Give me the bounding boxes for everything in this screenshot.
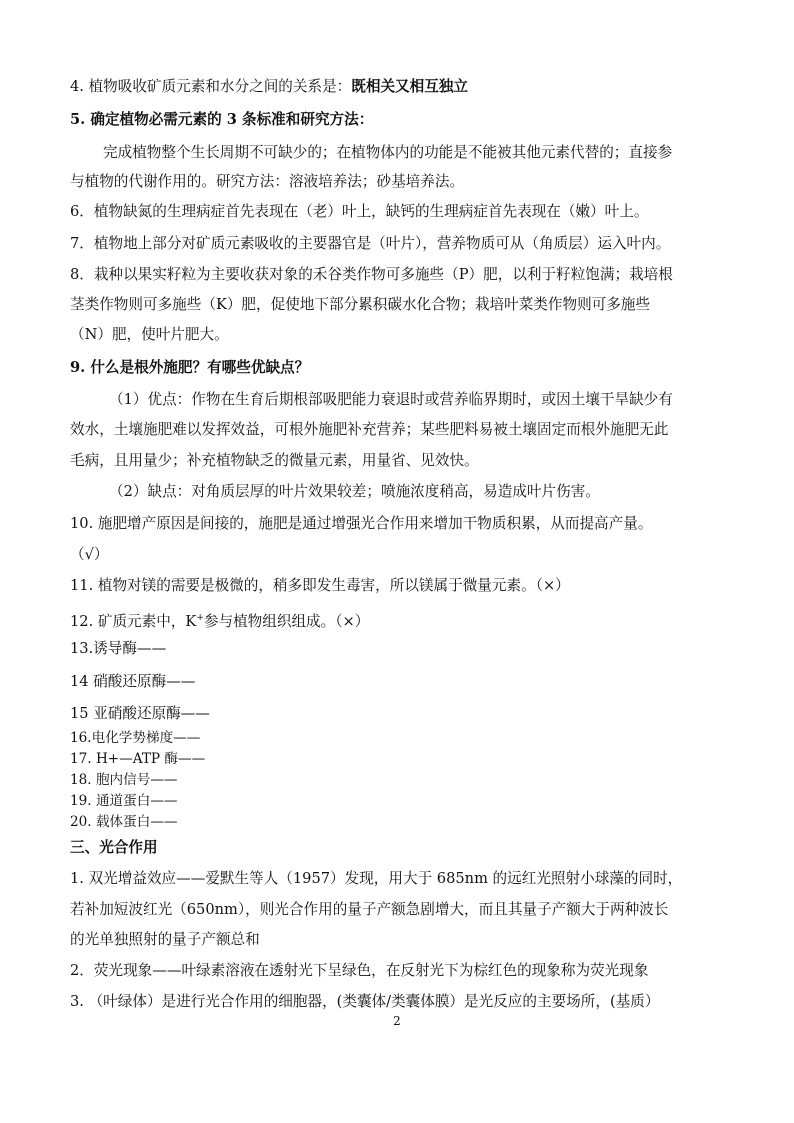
- item-20: 20. 载体蛋白——: [70, 814, 178, 830]
- item-9-pros-2: 效水，土壤施肥难以发挥效益，可根外施肥补充营养；某些肥料易被土壤固定而根外施肥无此: [70, 421, 669, 438]
- item-12-answer: 参与植物组织组成。（×）: [203, 612, 370, 630]
- photo-item-1-line-3: 的光单独照射的量子产额总和: [70, 931, 260, 948]
- item-15: 15 亚硝酸还原酶——: [70, 705, 210, 722]
- photo-item-3: 3. （叶绿体）是进行光合作用的细胞器，(类囊体/类囊体膜）是光反应的主要场所，(基质）: [70, 993, 660, 1010]
- photo-item-1-line-1: 1. 双光增益效应——爱默生等人（1957）发现，用大于 685nm 的远红光照射小球藻的同时，: [70, 870, 683, 887]
- item-16: 16.电化学势梯度——: [70, 730, 201, 746]
- item-5-body-2: 与植物的代谢作用的。研究方法：溶液培养法；砂基培养法。: [70, 173, 465, 190]
- item-12-superscript: +: [196, 613, 204, 623]
- photo-item-1-line-2: 若补加短波红光（650nm），则光合作用的量子产额急剧增大，而且其量子产额大于两种波长: [70, 901, 669, 918]
- item-10: 10. 施肥增产原因是间接的，施肥是通过增强光合作用来增加干物质积累，从而提高产量。: [70, 515, 653, 532]
- item-9-cons: （2）缺点：对角质层厚的叶片效果较差；喷施浓度稍高，易造成叶片伤害。: [109, 483, 600, 500]
- item-17: 17. H+—ATP 酶——: [70, 751, 206, 767]
- item-12: [70, 608, 369, 632]
- item-8-line-1: 8．栽种以果实籽粒为主要收获对象的禾谷类作物可多施些（P）肥，以利于籽粒饱满；栽培根: [70, 266, 673, 283]
- item-5-heading: 5. 确定植物必需元素的 3 条标准和研究方法：: [70, 111, 374, 128]
- item-7: 7．植物地上部分对矿质元素吸收的主要器官是（叶片），营养物质可从（角质层）运入叶内。: [70, 235, 671, 252]
- item-11: 11. 植物对镁的需要是极微的，稍多即发生毒害，所以镁属于微量元素。（×）: [70, 577, 570, 594]
- item-4: [70, 77, 468, 97]
- item-14: 14 硝酸还原酶——: [70, 673, 196, 690]
- item-8-line-3: （N）肥，使叶片肥大。: [70, 326, 229, 343]
- item-13: 13.诱导酶——: [70, 640, 167, 657]
- page-number: 2: [393, 1014, 401, 1028]
- item-8-line-2: 茎类作物则可多施些（K）肥，促使地下部分累积碳水化合物；栽培叶菜类作物则可多施些: [70, 296, 651, 313]
- item-12-text: 12. 矿质元素中，K: [70, 612, 197, 630]
- item-19: 19. 通道蛋白——: [70, 793, 178, 809]
- item-9-heading: 9. 什么是根外施肥？有哪些优缺点？: [70, 359, 310, 376]
- item-4-text: 4. 植物吸收矿质元素和水分之间的关系是：: [70, 78, 352, 95]
- item-4-answer: 既相关又相互独立: [351, 78, 469, 95]
- item-5-body-1: 完成植物整个生长周期不可缺少的；在植物体内的功能是不能被其他元素代替的；直接参: [103, 144, 673, 161]
- section-heading-photosynthesis: 三、光合作用: [70, 839, 158, 856]
- item-9-pros-1: （1）优点：作物在生育后期根部吸肥能力衰退时或营养临界期时，或因土壤干旱缺少有: [109, 391, 673, 408]
- item-6: 6．植物缺氮的生理病症首先表现在（老）叶上，缺钙的生理病症首先表现在（嫩）叶上。: [70, 203, 649, 220]
- item-9-pros-3: 毛病，且用量少；补充植物缺乏的微量元素，用量省、见效快。: [70, 452, 479, 469]
- photo-item-2: 2．荧光现象——叶绿素溶液在透射光下呈绿色，在反射光下为棕红色的现象称为荧光现象: [70, 962, 649, 979]
- item-18: 18. 胞内信号——: [70, 772, 178, 788]
- item-10-answer: （√）: [70, 546, 109, 563]
